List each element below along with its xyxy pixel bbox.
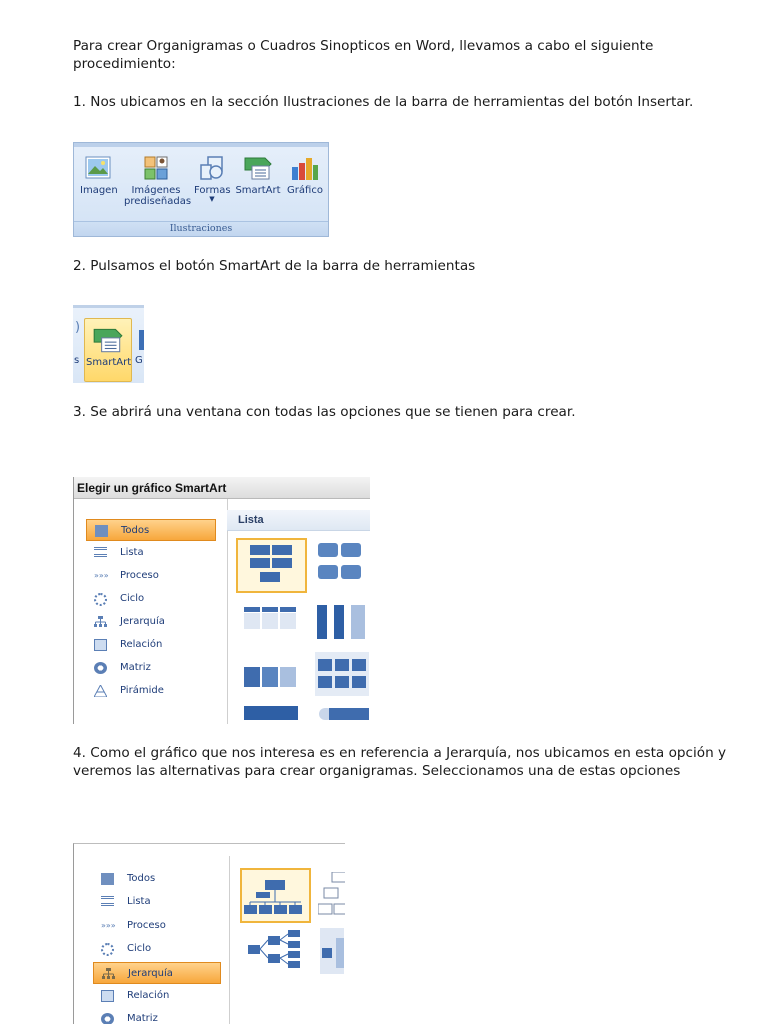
layout-thumbnail[interactable] [319, 706, 370, 724]
partial-chart-icon [139, 330, 144, 350]
step-4-text: 4. Como el gráfico que nos interesa es en referencia a Jerarquía, nos ubicamos en esta opción y veremos las alternativas para crear organigramas. Seleccionamos una de estas opciones [73, 745, 727, 779]
relationship-icon [94, 639, 107, 651]
smartart-icon [242, 155, 274, 181]
category-proceso[interactable] [93, 915, 223, 937]
org-chart-icon [242, 870, 309, 921]
chart-button-label: Gráfico [287, 185, 323, 196]
smartart-dialog-hierarchy-image [73, 843, 345, 1024]
partial-button-icon: ) [75, 320, 81, 335]
layout-thumbnail-selected[interactable] [236, 538, 307, 593]
category-label: Proceso [120, 570, 159, 581]
category-label: Jerarquía [120, 616, 165, 627]
smartart-button-label: SmartArt [86, 357, 132, 368]
category-ciclo[interactable] [93, 938, 223, 960]
hierarchy-thumbnail[interactable] [320, 928, 345, 976]
category-proceso[interactable] [86, 565, 216, 587]
layout-thumbnail[interactable] [244, 667, 300, 689]
ribbon-smartart-closeup-image [73, 305, 144, 383]
category-matriz[interactable] [86, 657, 216, 679]
layout-thumbnail[interactable] [317, 601, 369, 641]
category-label: Ciclo [120, 593, 145, 604]
category-lista[interactable] [93, 891, 223, 913]
process-icon: »»» [94, 571, 109, 580]
ribbon-illustrations-image [73, 142, 329, 237]
pyramid-icon [94, 685, 107, 697]
category-todos[interactable] [93, 868, 223, 890]
step-3-text: 3. Se abrirá una ventana con todas las opciones que se tienen para crear. [73, 404, 576, 420]
layout-thumbnail[interactable] [244, 706, 300, 724]
hierarchy-icon [94, 616, 107, 628]
shapes-button[interactable] [194, 155, 230, 202]
clipart-button[interactable] [124, 155, 192, 207]
org-chart-thumbnail-selected[interactable] [240, 868, 311, 923]
smartart-icon [91, 325, 125, 355]
smartart-button-label: SmartArt [235, 185, 281, 196]
category-label: Proceso [127, 920, 166, 931]
all-icon [95, 525, 108, 537]
category-relacion[interactable] [86, 634, 216, 656]
illustrations-group-label: Ilustraciones [74, 221, 328, 236]
partial-right-label: G [135, 355, 143, 366]
clipart-button-label: Imágenes prediseñadas [124, 185, 192, 207]
ribbon-top-edge [74, 143, 328, 147]
chart-icon [290, 155, 320, 181]
category-matriz[interactable] [93, 1008, 223, 1024]
smartart-button[interactable] [234, 155, 282, 196]
image-button-label: Imagen [80, 185, 118, 196]
category-label: Matriz [120, 662, 151, 673]
category-relacion[interactable] [93, 985, 223, 1007]
category-todos[interactable] [86, 519, 216, 541]
picture-icon [85, 155, 111, 181]
list-icon [101, 896, 114, 906]
shapes-button-label: Formas [194, 185, 231, 196]
category-piramide[interactable] [86, 680, 216, 702]
image-button[interactable] [80, 155, 116, 196]
category-label: Pirámide [120, 685, 164, 696]
pane-divider [229, 856, 230, 1024]
matrix-icon [94, 662, 107, 674]
category-jerarquia[interactable] [86, 611, 216, 633]
dialog-title: Elegir un gráfico SmartArt [74, 477, 370, 499]
list-icon [94, 547, 107, 557]
pane-divider [227, 499, 228, 724]
matrix-icon [101, 1013, 114, 1024]
shapes-icon [199, 155, 225, 181]
cycle-icon [101, 943, 114, 956]
category-label: Relación [120, 639, 163, 650]
partial-left-label: s [74, 355, 80, 366]
layout-thumbnail[interactable] [318, 543, 366, 583]
hierarchy-outline-icon [318, 872, 345, 917]
layout-thumbnail[interactable] [244, 607, 300, 633]
hierarchy-icon [102, 968, 115, 980]
category-label: Lista [120, 547, 144, 558]
pane-header: Lista [227, 510, 370, 531]
category-label: Todos [121, 525, 150, 536]
category-ciclo[interactable] [86, 588, 216, 610]
layout-thumbnail[interactable] [315, 652, 370, 697]
category-label: Ciclo [127, 943, 152, 954]
category-label: Relación [127, 990, 170, 1001]
hierarchy-thumbnail[interactable] [318, 872, 345, 917]
clipart-icon [143, 155, 169, 181]
relationship-icon [101, 990, 114, 1002]
category-label: Lista [127, 896, 151, 907]
step-2-text: 2. Pulsamos el botón SmartArt de la barra de herramientas [73, 258, 476, 274]
category-jerarquia[interactable] [93, 962, 221, 984]
step-1-text: 1. Nos ubicamos en la sección Ilustraciones de la barra de herramientas del botón Insertar. [73, 94, 694, 110]
smartart-dialog-image [73, 477, 370, 724]
smartart-button-highlighted[interactable] [84, 318, 132, 382]
process-icon: »»» [101, 921, 116, 930]
horizontal-hierarchy-thumbnail[interactable] [246, 930, 304, 970]
cycle-icon [94, 593, 107, 606]
all-icon [101, 873, 114, 885]
category-label: Matriz [127, 1013, 158, 1024]
intro-paragraph: Para crear Organigramas o Cuadros Sinopticos en Word, llevamos a cabo el siguiente procedimiento: [73, 38, 654, 72]
category-label: Jerarquía [128, 968, 173, 979]
category-label: Todos [127, 873, 156, 884]
category-lista[interactable] [86, 542, 216, 564]
shapes-dropdown-arrow-icon[interactable]: ▼ [209, 195, 215, 203]
horizontal-hierarchy-icon [246, 930, 304, 970]
chart-button[interactable] [284, 155, 326, 196]
